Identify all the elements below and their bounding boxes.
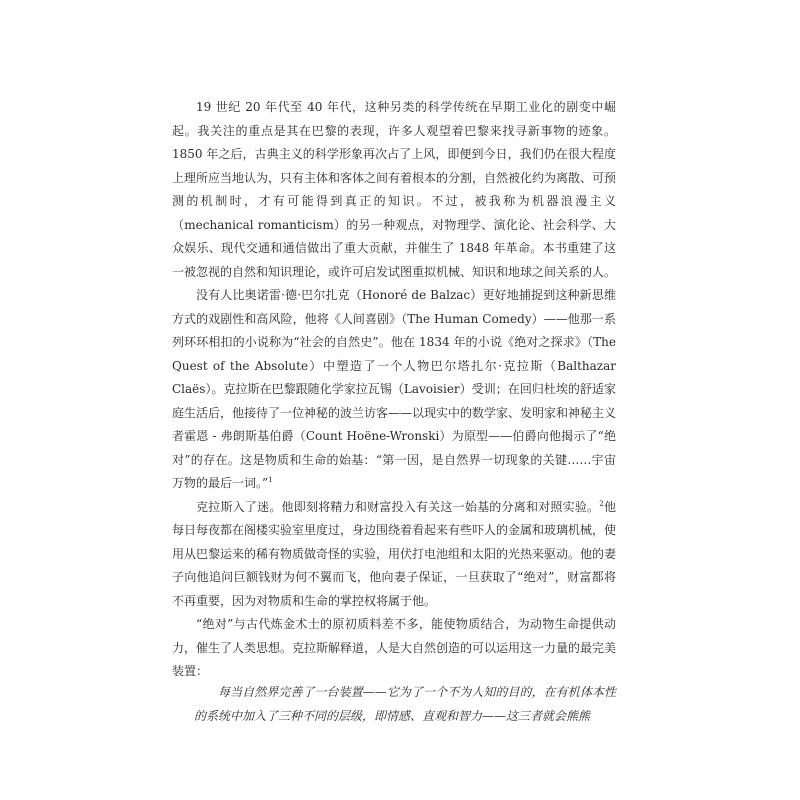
body-text bbox=[172, 96, 616, 684]
footnote-mark-2: 2 bbox=[599, 499, 604, 508]
block-quote bbox=[194, 681, 616, 728]
paragraph-4 bbox=[172, 613, 616, 684]
paragraph-3 bbox=[172, 496, 616, 614]
paragraph-4-text: “绝对”与古代炼金术士的原初质料差不多，能使物质结合，为动物生命提供动力，催生了人类思想。克拉斯解释道，人是大自然创造的可以运用这一力量的最完美装置： bbox=[172, 617, 617, 678]
paragraph-3-text: 克拉斯入了迷。他即刻将精力和财富投入有关这一始基的分离和对照实验。 bbox=[196, 499, 600, 514]
paragraph-2 bbox=[172, 284, 616, 496]
quote-text: 每当自然界完善了一台装置——它为了一个不为人知的目的，在有机体本性的系统中加入了三种不同的层级，即情感、直观和智力——这三者就会熊熊 bbox=[194, 685, 616, 723]
paragraph-2-text: 没有人比奥诺雷·德·巴尔扎克（Honoré de Balzac）更好地捕捉到这种新思维方式的戏剧性和高风险，他将《人间喜剧》（The Human Comedy）——他那一系列环环相扣的小说称为“社会的自然史”。他在 1834 年的小说《绝对之探求》（The Quest of the Absolute）中塑造了一个人物巴尔塔扎尔·克拉斯（Balthazar Claës）。克拉斯在巴黎跟随化学家拉瓦锡（Lavoisier）受训；在回归杜埃的舒适家庭生活后，他接待了一位神秘的波兰访客——以现实中的数学家、发明家和神秘主义者霍恩 - 弗朗斯基伯爵（Count Hoëne-Wronski）为原型——伯爵向他揭示了“绝对”的存在。这是物质和生命的始基：“第一因，是自然界一切现象的关键……宇宙万物的最后一词。” bbox=[172, 288, 617, 490]
footnote-mark-1: 1 bbox=[268, 476, 273, 484]
paragraph-1-text: 19 世纪 20 年代至 40 年代，这种另类的科学传统在早期工业化的剧变中崛起。我关注的重点是其在巴黎的表现，许多人观望着巴黎来找寻新事物的迹象。1850 年之后，古典主义的科学形象再次占了上风，即便到今日，我们仍在很大程度上理所应当地认为，只有主体和客体之间有着根本的分割，自然被化约为离散、可预测的机制时，才有可能得到真正的知识。不过，被我称为机器浪漫主义（mechanical romanticism）的另一种观点，对物理学、演化论、社会科学、大众娱乐、现代交通和通信做出了重大贡献，并催生了 1848 年革命。本书重建了这一被忽视的自然和知识理论，或许可启发试图重拟机械、知识和地球之间关系的人。 bbox=[172, 100, 617, 279]
paragraph-3-text-continued: 他每日每夜都在阁楼实验室里度过，身边围绕着看起来有些吓人的金属和玻璃机械，使用从巴黎运来的稀有物质做奇怪的实验，用伏打电池组和太阳的光热来驱动。他的妻子向他追问巨额钱财为何不翼而飞，他向妻子保证，一旦获取了“绝对”，财富都将不再重要，因为对物质和生命的掌控权将属于他。 bbox=[172, 499, 617, 608]
paragraph-1 bbox=[172, 96, 616, 284]
